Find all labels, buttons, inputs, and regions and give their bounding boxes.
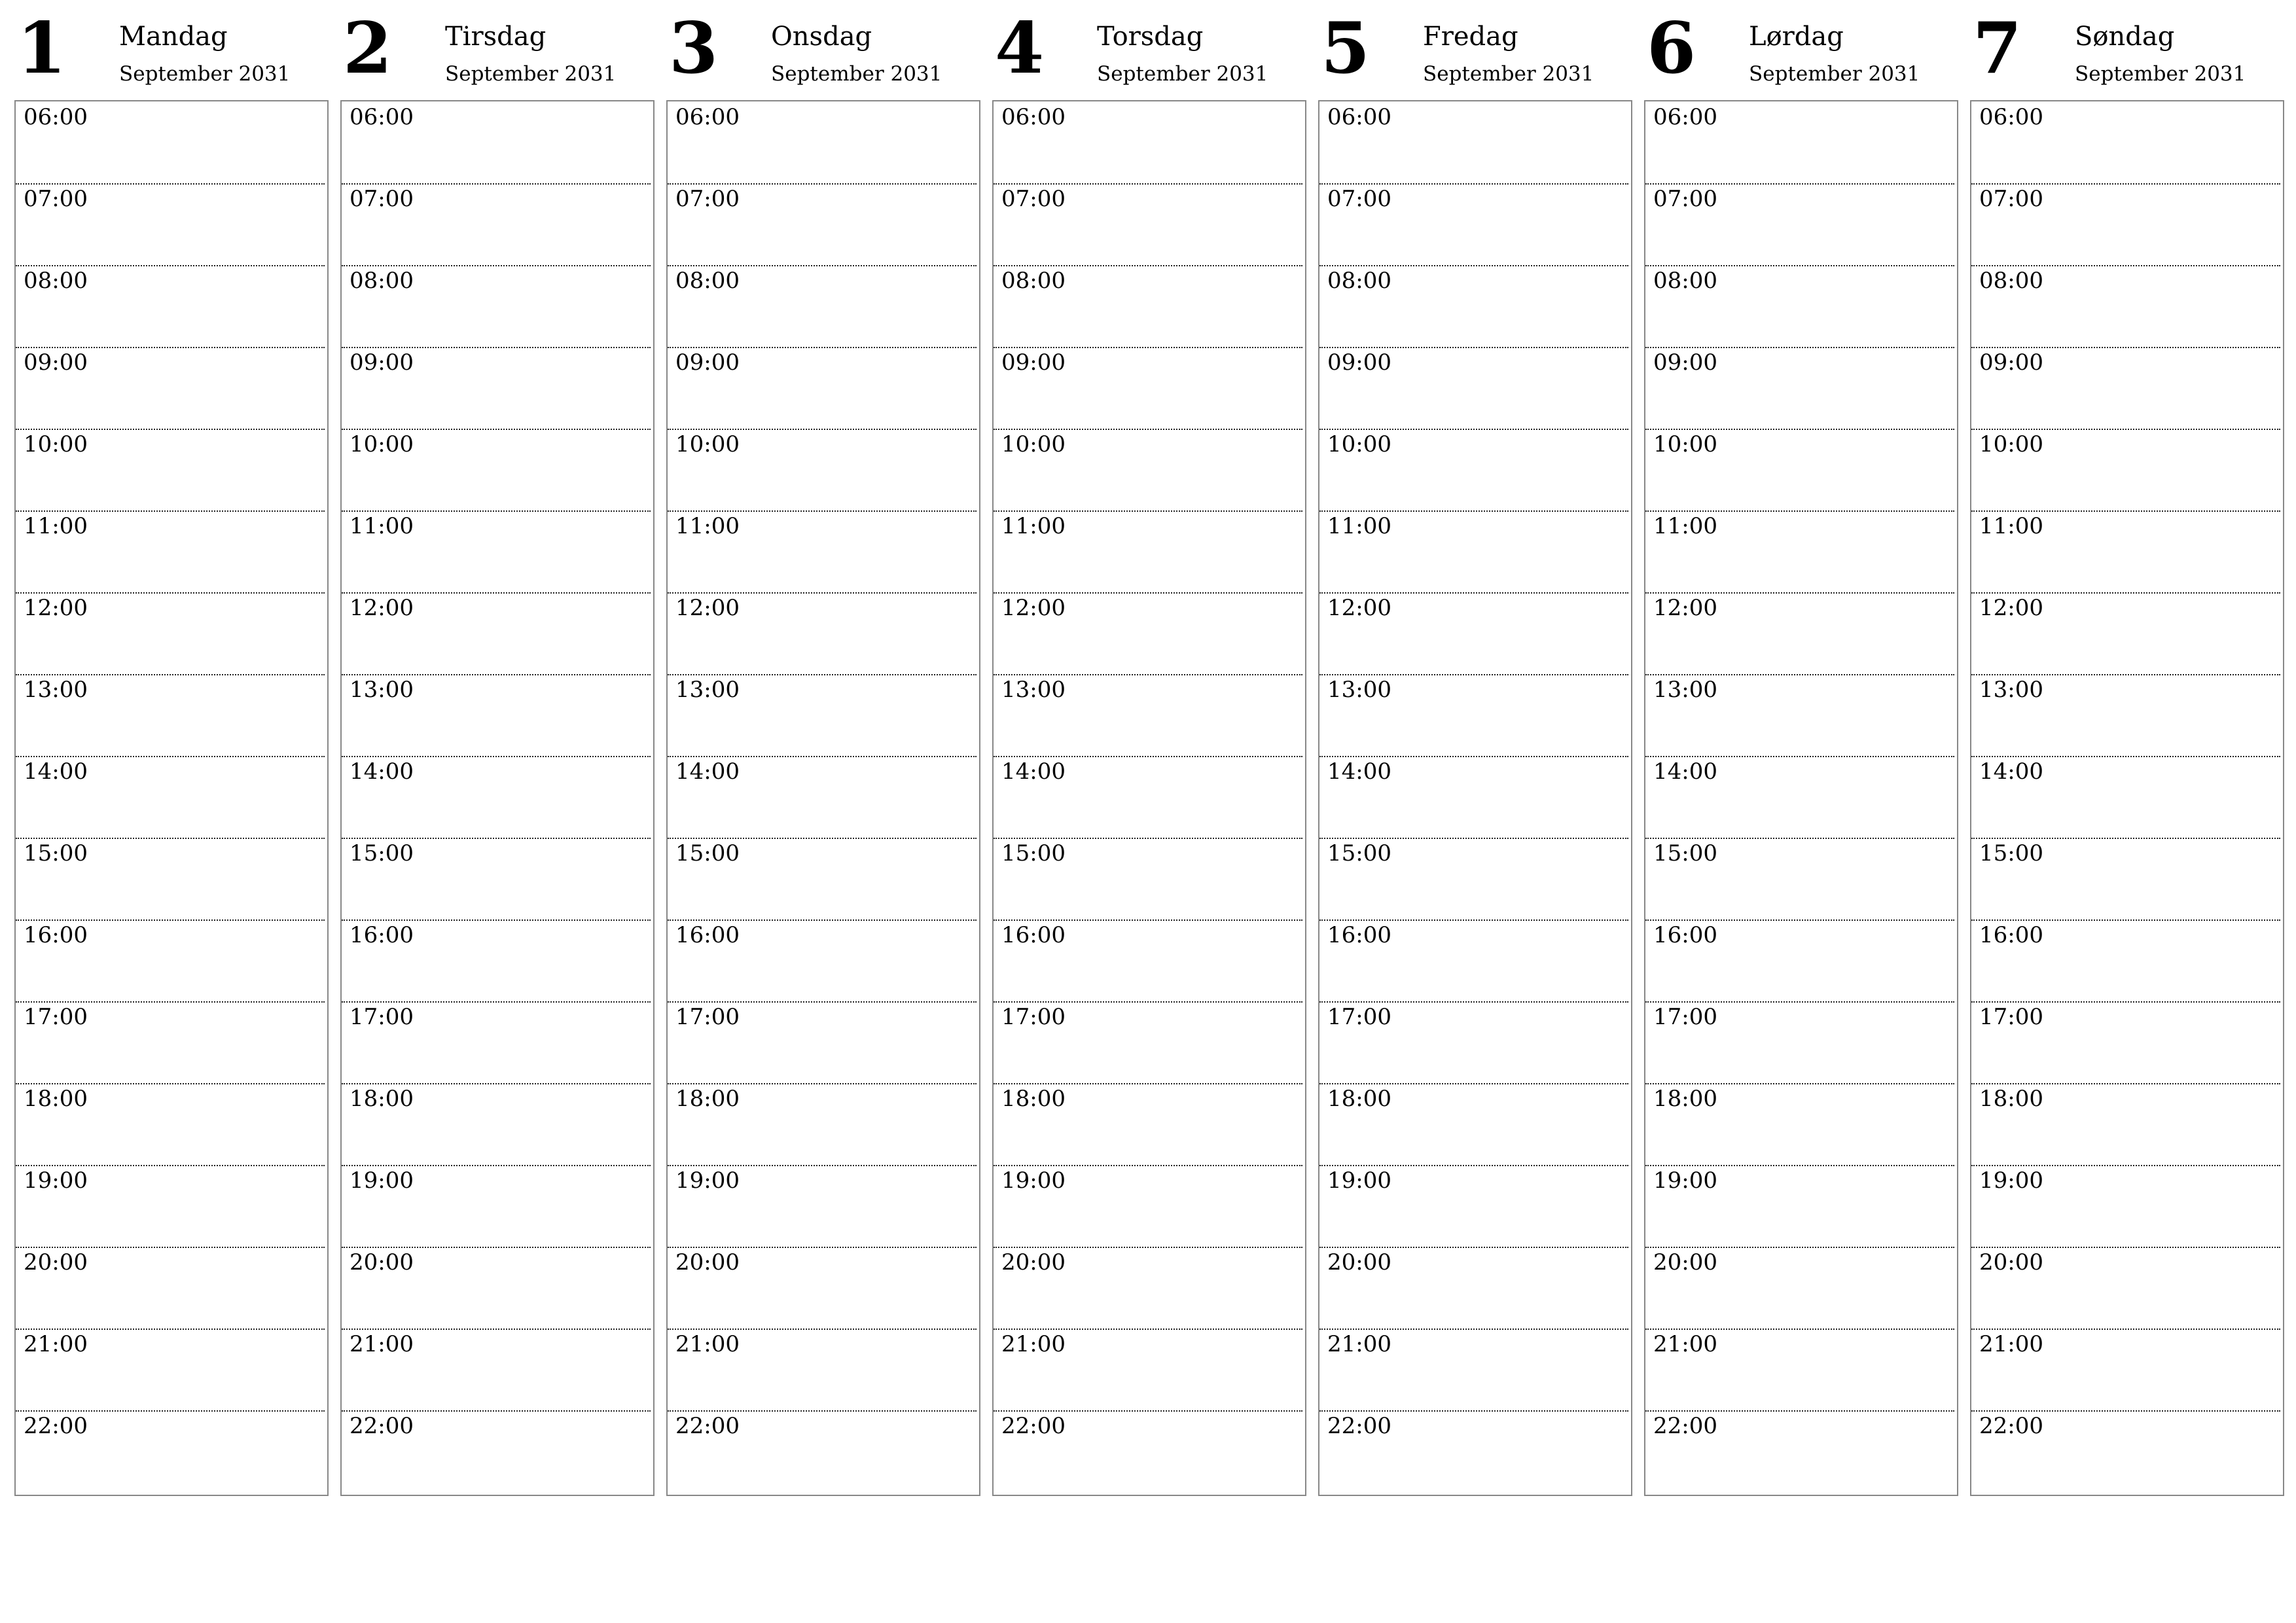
time-label: 18:00 [675,1086,740,1112]
time-label: 21:00 [1327,1331,1391,1357]
time-label: 15:00 [1327,840,1391,866]
time-slot[interactable] [342,1001,651,1084]
time-slot[interactable] [342,265,651,348]
time-label: 15:00 [675,840,740,866]
time-label: 15:00 [24,840,88,866]
time-label: 11:00 [1979,513,2043,539]
time-slot[interactable] [994,183,1302,266]
time-label: 10:00 [1001,431,1066,457]
time-label: 07:00 [1327,186,1391,212]
day-header [666,0,980,99]
time-label: 18:00 [1327,1086,1391,1112]
time-label: 16:00 [1001,922,1066,948]
time-label: 20:00 [1979,1249,2043,1275]
time-label: 14:00 [1979,758,2043,785]
time-label: 14:00 [1653,758,1717,785]
time-label: 21:00 [350,1331,414,1357]
time-label: 14:00 [350,758,414,785]
time-label: 07:00 [1979,186,2043,212]
time-slot[interactable] [1319,429,1628,512]
day-name: Mandag [119,22,228,52]
time-slot[interactable] [994,919,1302,1003]
time-slot[interactable] [342,756,651,839]
day-column [1644,0,1958,1505]
time-slot[interactable] [668,183,977,266]
time-slot[interactable] [1319,1083,1628,1166]
time-label: 16:00 [1979,922,2043,948]
time-slot[interactable] [1319,1410,1628,1492]
time-slot[interactable] [342,1247,651,1330]
time-slot[interactable] [1645,101,1954,185]
time-slot[interactable] [994,838,1302,921]
time-slot[interactable] [16,183,325,266]
day-month: September 2031 [1423,62,1594,86]
time-label: 07:00 [675,186,740,212]
day-number: 5 [1321,7,1371,90]
time-label: 10:00 [1327,431,1391,457]
time-label: 11:00 [1001,513,1066,539]
day-header [1970,0,2284,99]
time-slot[interactable] [1971,1329,2280,1412]
time-label: 17:00 [1001,1004,1066,1030]
day-header [14,0,329,99]
time-slot[interactable] [994,1329,1302,1412]
day-schedule [340,100,655,1496]
time-slot[interactable] [994,592,1302,675]
time-label: 21:00 [1979,1331,2043,1357]
time-label: 21:00 [1653,1331,1717,1357]
time-label: 12:00 [24,595,88,621]
time-label: 16:00 [24,922,88,948]
time-label: 18:00 [1979,1086,2043,1112]
day-header [1318,0,1632,99]
time-slot[interactable] [1319,183,1628,266]
time-label: 21:00 [24,1331,88,1357]
time-slot[interactable] [994,510,1302,594]
time-label: 07:00 [1001,186,1066,212]
weekly-planner [14,0,2292,1505]
time-label: 19:00 [675,1168,740,1194]
day-name: Torsdag [1097,22,1204,52]
time-slot[interactable] [1645,1001,1954,1084]
time-label: 21:00 [1001,1331,1066,1357]
time-label: 22:00 [1979,1413,2043,1439]
day-name: Tirsdag [445,22,547,52]
time-label: 18:00 [350,1086,414,1112]
time-slot[interactable] [1971,838,2280,921]
time-slot[interactable] [1971,510,2280,594]
day-schedule [1970,100,2284,1496]
time-slot[interactable] [1645,1247,1954,1330]
time-label: 11:00 [24,513,88,539]
time-slot[interactable] [994,674,1302,757]
time-label: 19:00 [1653,1168,1717,1194]
day-number: 4 [995,7,1045,90]
time-slot[interactable] [1319,1165,1628,1248]
time-slot[interactable] [342,1329,651,1412]
time-slot[interactable] [16,1001,325,1084]
time-label: 12:00 [1327,595,1391,621]
time-slot[interactable] [1319,1247,1628,1330]
time-slot[interactable] [1645,592,1954,675]
time-label: 11:00 [1327,513,1391,539]
time-label: 20:00 [24,1249,88,1275]
time-slot[interactable] [668,1001,977,1084]
time-slot[interactable] [668,101,977,185]
time-label: 20:00 [1001,1249,1066,1275]
time-slot[interactable] [1645,429,1954,512]
time-slot[interactable] [342,101,651,185]
time-label: 08:00 [24,268,88,294]
time-slot[interactable] [1971,429,2280,512]
time-label: 17:00 [24,1004,88,1030]
time-label: 06:00 [1979,104,2043,130]
time-slot[interactable] [1645,183,1954,266]
time-label: 14:00 [675,758,740,785]
time-label: 07:00 [1653,186,1717,212]
time-slot[interactable] [16,1247,325,1330]
time-slot[interactable] [1645,265,1954,348]
time-slot[interactable] [1645,1165,1954,1248]
time-label: 15:00 [1979,840,2043,866]
time-label: 13:00 [1327,677,1391,703]
time-slot[interactable] [342,510,651,594]
time-slot[interactable] [1971,592,2280,675]
time-label: 13:00 [24,677,88,703]
time-slot[interactable] [16,1329,325,1412]
time-label: 19:00 [24,1168,88,1194]
time-label: 22:00 [1327,1413,1391,1439]
time-label: 10:00 [1979,431,2043,457]
time-label: 10:00 [675,431,740,457]
time-label: 20:00 [350,1249,414,1275]
time-label: 10:00 [24,431,88,457]
time-label: 22:00 [24,1413,88,1439]
time-label: 22:00 [350,1413,414,1439]
time-slot[interactable] [668,1410,977,1492]
time-slot[interactable] [994,101,1302,185]
time-label: 19:00 [1327,1168,1391,1194]
time-slot[interactable] [668,1165,977,1248]
day-schedule [1644,100,1958,1496]
time-slot[interactable] [994,1001,1302,1084]
time-label: 20:00 [675,1249,740,1275]
time-slot[interactable] [342,347,651,430]
time-label: 16:00 [1653,922,1717,948]
time-label: 07:00 [350,186,414,212]
time-slot[interactable] [668,429,977,512]
time-slot[interactable] [16,1410,325,1492]
time-label: 08:00 [675,268,740,294]
time-slot[interactable] [1971,101,2280,185]
time-label: 10:00 [350,431,414,457]
time-label: 12:00 [675,595,740,621]
time-slot[interactable] [994,347,1302,430]
time-label: 14:00 [24,758,88,785]
time-label: 15:00 [350,840,414,866]
time-label: 09:00 [675,349,740,376]
time-slot[interactable] [668,1329,977,1412]
day-name: Lørdag [1749,22,1844,52]
time-label: 17:00 [350,1004,414,1030]
time-label: 09:00 [350,349,414,376]
time-label: 12:00 [350,595,414,621]
time-label: 19:00 [1979,1168,2043,1194]
time-label: 08:00 [1001,268,1066,294]
time-label: 09:00 [1001,349,1066,376]
time-slot[interactable] [342,183,651,266]
time-slot[interactable] [1645,838,1954,921]
time-label: 17:00 [1979,1004,2043,1030]
time-label: 11:00 [675,513,740,539]
time-slot[interactable] [1971,1165,2280,1248]
time-label: 22:00 [1001,1413,1066,1439]
day-number: 2 [343,7,393,90]
time-label: 17:00 [1327,1004,1391,1030]
time-slot[interactable] [1971,183,2280,266]
time-slot[interactable] [1319,674,1628,757]
time-slot[interactable] [16,1083,325,1166]
time-label: 14:00 [1327,758,1391,785]
day-month: September 2031 [771,62,942,86]
day-schedule [14,100,329,1496]
time-slot[interactable] [1971,347,2280,430]
day-column [14,0,329,1505]
day-column [666,0,980,1505]
time-label: 15:00 [1653,840,1717,866]
day-schedule [666,100,980,1496]
time-slot[interactable] [668,1083,977,1166]
time-label: 06:00 [1001,104,1066,130]
time-slot[interactable] [668,592,977,675]
time-label: 18:00 [24,1086,88,1112]
time-slot[interactable] [994,1247,1302,1330]
time-slot[interactable] [1645,756,1954,839]
time-slot[interactable] [342,1410,651,1492]
time-label: 08:00 [1979,268,2043,294]
time-slot[interactable] [1645,919,1954,1003]
time-slot[interactable] [16,919,325,1003]
time-label: 14:00 [1001,758,1066,785]
day-column [992,0,1306,1505]
day-column [1318,0,1632,1505]
time-label: 22:00 [675,1413,740,1439]
time-label: 06:00 [24,104,88,130]
time-label: 12:00 [1979,595,2043,621]
day-header [1644,0,1958,99]
day-month: September 2031 [1097,62,1268,86]
time-label: 11:00 [1653,513,1717,539]
time-slot[interactable] [1971,1001,2280,1084]
time-slot[interactable] [668,919,977,1003]
time-slot[interactable] [342,1083,651,1166]
day-schedule [1318,100,1632,1496]
time-slot[interactable] [16,756,325,839]
time-label: 12:00 [1001,595,1066,621]
time-slot[interactable] [16,592,325,675]
day-schedule [992,100,1306,1496]
time-slot[interactable] [1971,1410,2280,1492]
time-slot[interactable] [668,510,977,594]
day-name: Fredag [1423,22,1518,52]
time-slot[interactable] [1971,265,2280,348]
time-label: 09:00 [1327,349,1391,376]
time-slot[interactable] [1971,919,2280,1003]
time-slot[interactable] [342,919,651,1003]
time-label: 08:00 [1653,268,1717,294]
time-label: 13:00 [1653,677,1717,703]
time-slot[interactable] [1319,838,1628,921]
time-label: 15:00 [1001,840,1066,866]
time-slot[interactable] [16,838,325,921]
day-header [340,0,655,99]
day-month: September 2031 [119,62,291,86]
day-number: 3 [669,7,719,90]
day-name: Onsdag [771,22,872,52]
day-header [992,0,1306,99]
time-slot[interactable] [994,429,1302,512]
time-slot[interactable] [16,1165,325,1248]
time-slot[interactable] [1645,1410,1954,1492]
time-label: 09:00 [24,349,88,376]
time-slot[interactable] [1319,265,1628,348]
time-slot[interactable] [16,429,325,512]
time-slot[interactable] [342,429,651,512]
time-label: 19:00 [1001,1168,1066,1194]
time-slot[interactable] [1319,756,1628,839]
day-month: September 2031 [1749,62,1920,86]
time-label: 13:00 [1001,677,1066,703]
time-slot[interactable] [668,674,977,757]
time-slot[interactable] [16,510,325,594]
time-label: 07:00 [24,186,88,212]
time-label: 22:00 [1653,1413,1717,1439]
time-slot[interactable] [1319,919,1628,1003]
time-label: 09:00 [1653,349,1717,376]
time-slot[interactable] [1645,674,1954,757]
time-slot[interactable] [668,265,977,348]
time-slot[interactable] [1319,347,1628,430]
time-label: 12:00 [1653,595,1717,621]
time-label: 16:00 [1327,922,1391,948]
time-slot[interactable] [1319,101,1628,185]
time-slot[interactable] [1645,510,1954,594]
day-name: Søndag [2075,22,2175,52]
time-label: 06:00 [350,104,414,130]
time-slot[interactable] [1971,674,2280,757]
time-label: 06:00 [1653,104,1717,130]
time-label: 20:00 [1653,1249,1717,1275]
time-slot[interactable] [1971,1083,2280,1166]
time-label: 06:00 [675,104,740,130]
time-slot[interactable] [668,1247,977,1330]
time-slot[interactable] [1645,347,1954,430]
time-slot[interactable] [1319,1329,1628,1412]
time-label: 17:00 [675,1004,740,1030]
time-label: 06:00 [1327,104,1391,130]
time-label: 16:00 [675,922,740,948]
day-column [1970,0,2284,1505]
time-slot[interactable] [1645,1083,1954,1166]
time-slot[interactable] [1319,510,1628,594]
day-number: 7 [1973,7,2022,90]
time-slot[interactable] [16,347,325,430]
time-label: 11:00 [350,513,414,539]
time-slot[interactable] [342,1165,651,1248]
time-label: 13:00 [1979,677,2043,703]
day-column [340,0,655,1505]
time-slot[interactable] [994,1165,1302,1248]
time-label: 13:00 [675,677,740,703]
time-label: 17:00 [1653,1004,1717,1030]
time-slot[interactable] [668,838,977,921]
time-label: 13:00 [350,677,414,703]
time-slot[interactable] [1645,1329,1954,1412]
day-month: September 2031 [445,62,617,86]
time-slot[interactable] [16,101,325,185]
time-label: 19:00 [350,1168,414,1194]
day-number: 1 [17,7,67,90]
time-slot[interactable] [342,838,651,921]
time-slot[interactable] [1971,1247,2280,1330]
day-month: September 2031 [2075,62,2246,86]
time-slot[interactable] [994,1083,1302,1166]
time-slot[interactable] [16,674,325,757]
time-label: 09:00 [1979,349,2043,376]
time-slot[interactable] [16,265,325,348]
time-slot[interactable] [994,265,1302,348]
time-label: 20:00 [1327,1249,1391,1275]
time-label: 18:00 [1001,1086,1066,1112]
time-slot[interactable] [1319,1001,1628,1084]
time-slot[interactable] [1319,592,1628,675]
day-number: 6 [1647,7,1696,90]
time-label: 08:00 [1327,268,1391,294]
time-label: 16:00 [350,922,414,948]
time-label: 08:00 [350,268,414,294]
time-slot[interactable] [668,347,977,430]
time-slot[interactable] [342,592,651,675]
time-slot[interactable] [668,756,977,839]
time-slot[interactable] [1971,756,2280,839]
time-slot[interactable] [342,674,651,757]
time-label: 18:00 [1653,1086,1717,1112]
time-slot[interactable] [994,756,1302,839]
time-label: 21:00 [675,1331,740,1357]
time-label: 10:00 [1653,431,1717,457]
time-slot[interactable] [994,1410,1302,1492]
